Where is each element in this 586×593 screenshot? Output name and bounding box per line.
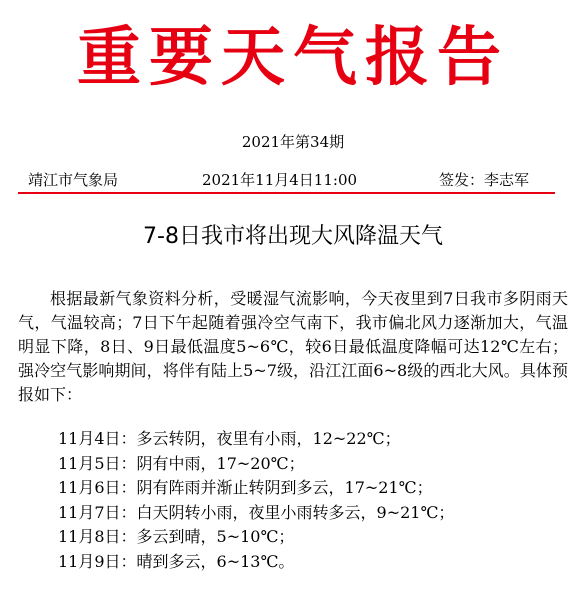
article-body: 根据最新气象资料分析，受暖湿气流影响，今天夜里到7日我市多阴雨天气，气温较高；7日下午起随着强冷空气南下，我市偏北风力逐渐加大，气温明显下降，8日、9日最低温度5~6℃，较6日最低温度降幅可达12℃左右；强冷空气影响期间，将伴有陆上5~7级，沿江江面6~8级的西北大风。具体预报如下： [18,289,568,404]
signer: 签发：李志军 [439,171,530,189]
forecast-item: 11月5日：阴有中雨，17~20℃； [58,453,305,473]
issuing-bureau: 靖江市气象局 [28,171,119,189]
forecast-item: 11月4日：多云转阴，夜里有小雨，12~22℃； [58,429,401,448]
red-divider [18,192,555,194]
info-bar [18,170,555,190]
forecast-item: 11月8日：多云到晴，5~10℃； [58,527,295,546]
forecast-item: 11月6日：阴有阵雨并渐止转阴到多云，17~21℃； [58,478,433,497]
forecast-item: 11月7日：白天阴转小雨，夜里小雨转多云，9~21℃； [58,502,455,522]
forecast-list [58,427,568,574]
masthead-title: 重要天气报告 [77,20,509,95]
issue-date: 2021年11月4日11:00 [202,171,358,189]
forecast-item: 11月9日：晴到多云，6~13℃。 [58,551,295,571]
article-headline: 7-8日我市将出现大风降温天气 [143,224,443,249]
issue-number: 2021年第34期 [241,133,345,151]
